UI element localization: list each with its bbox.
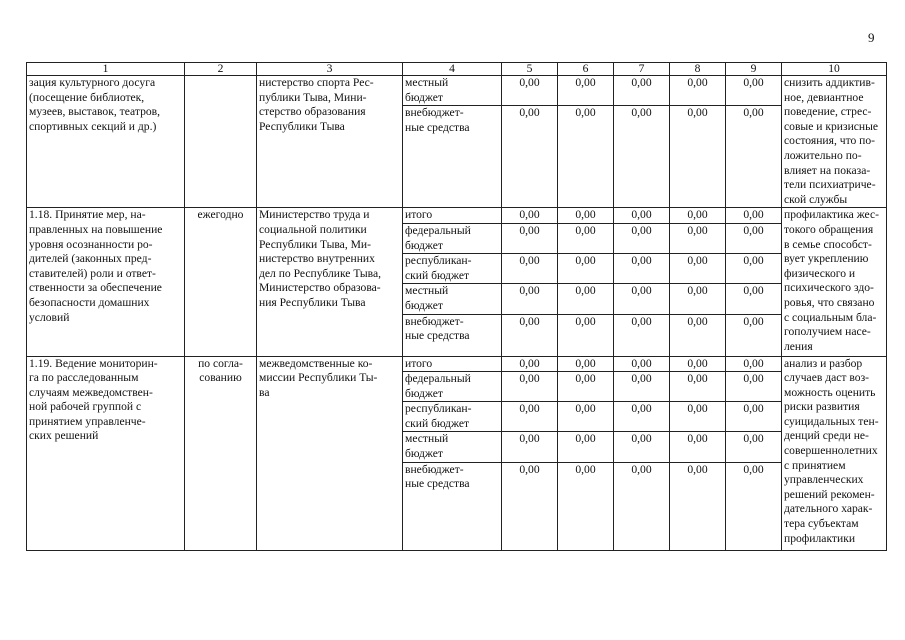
value-cell: 0,00 <box>614 432 670 462</box>
value-cell: 0,00 <box>726 106 782 208</box>
result-cell: анализ и разбор случаев даст воз- можность оценить риски развития суицидальных тен- денций среди не- совершеннолетних с принятием управленческих решений рекомен- дательного харак- тера субъектам профилактики <box>782 356 887 550</box>
value-cell: 0,00 <box>614 254 670 284</box>
value-cell: 0,00 <box>558 402 614 432</box>
value-cell: 0,00 <box>558 223 614 253</box>
header-cell: 1 <box>27 63 185 76</box>
value-cell: 0,00 <box>502 76 558 106</box>
value-cell: 0,00 <box>670 223 726 253</box>
value-cell: 0,00 <box>670 106 726 208</box>
value-cell: 0,00 <box>726 254 782 284</box>
funding-source-cell: федеральный бюджет <box>403 223 502 253</box>
measure-cell: зация культурного досуга (посещение библиотек, музеев, выставок, театров, спортивных секций и др.) <box>27 76 185 208</box>
value-cell: 0,00 <box>614 402 670 432</box>
value-cell: 0,00 <box>726 462 782 550</box>
value-cell: 0,00 <box>670 402 726 432</box>
value-cell: 0,00 <box>502 462 558 550</box>
value-cell: 0,00 <box>558 208 614 224</box>
header-cell: 3 <box>257 63 403 76</box>
value-cell: 0,00 <box>726 372 782 402</box>
page-number: 9 <box>868 30 875 45</box>
value-cell: 0,00 <box>502 106 558 208</box>
value-cell: 0,00 <box>558 372 614 402</box>
value-cell: 0,00 <box>726 356 782 372</box>
value-cell: 0,00 <box>558 314 614 356</box>
measures-table <box>26 62 887 551</box>
value-cell: 0,00 <box>614 372 670 402</box>
header-cell: 9 <box>726 63 782 76</box>
result-cell: профилактика жес- токого обращения в семье способст- вует укреплению физического и психического здо- ровья, что связано с социальным бла- гополучием насе- ления <box>782 208 887 356</box>
value-cell: 0,00 <box>502 208 558 224</box>
value-cell: 0,00 <box>726 402 782 432</box>
value-cell: 0,00 <box>502 402 558 432</box>
funding-source-cell: местный бюджет <box>403 284 502 314</box>
value-cell: 0,00 <box>558 432 614 462</box>
funding-source-cell: внебюджет- ные средства <box>403 462 502 550</box>
value-cell: 0,00 <box>502 372 558 402</box>
term-cell: по согла- сованию <box>185 356 257 550</box>
header-cell: 5 <box>502 63 558 76</box>
value-cell: 0,00 <box>502 284 558 314</box>
header-cell: 10 <box>782 63 887 76</box>
value-cell: 0,00 <box>614 106 670 208</box>
value-cell: 0,00 <box>558 356 614 372</box>
value-cell: 0,00 <box>558 284 614 314</box>
term-cell <box>185 76 257 208</box>
table-row <box>27 208 887 224</box>
funding-source-cell: федеральный бюджет <box>403 372 502 402</box>
value-cell: 0,00 <box>726 432 782 462</box>
measure-cell: 1.19. Ведение мониторин- га по расследованным случаям межведомствен- ной рабочей группой с принятием управленче- ских решений <box>27 356 185 550</box>
header-cell: 7 <box>614 63 670 76</box>
value-cell: 0,00 <box>670 314 726 356</box>
funding-source-cell: республикан- ский бюджет <box>403 402 502 432</box>
result-cell: снизить аддиктив- ное, девиантное поведение, стрес- совые и кризисные состояния, что по- ложительно по- влияет на показа- тели психиатриче- ской службы <box>782 76 887 208</box>
value-cell: 0,00 <box>614 314 670 356</box>
value-cell: 0,00 <box>558 76 614 106</box>
value-cell: 0,00 <box>558 462 614 550</box>
funding-source-cell: местный бюджет <box>403 432 502 462</box>
value-cell: 0,00 <box>502 356 558 372</box>
value-cell: 0,00 <box>670 76 726 106</box>
funding-source-cell: внебюджет- ные средства <box>403 106 502 208</box>
header-cell: 6 <box>558 63 614 76</box>
value-cell: 0,00 <box>726 76 782 106</box>
value-cell: 0,00 <box>614 76 670 106</box>
value-cell: 0,00 <box>558 106 614 208</box>
term-cell: ежегодно <box>185 208 257 356</box>
value-cell: 0,00 <box>670 284 726 314</box>
value-cell: 0,00 <box>614 462 670 550</box>
measure-cell: 1.18. Принятие мер, на- правленных на повышение уровня осознанности ро- дителей (законных пред- ставителей) роли и ответ- ственности за обеспечение безопасности домашних условий <box>27 208 185 356</box>
header-cell: 8 <box>670 63 726 76</box>
value-cell: 0,00 <box>558 254 614 284</box>
value-cell: 0,00 <box>614 208 670 224</box>
executor-cell: межведомственные ко- миссии Республики Ты- ва <box>257 356 403 550</box>
value-cell: 0,00 <box>726 284 782 314</box>
funding-source-cell: итого <box>403 208 502 224</box>
executor-cell: нистерство спорта Рес- публики Тыва, Мини- стерство образования Республики Тыва <box>257 76 403 208</box>
value-cell: 0,00 <box>502 254 558 284</box>
funding-source-cell: итого <box>403 356 502 372</box>
value-cell: 0,00 <box>502 432 558 462</box>
header-cell: 2 <box>185 63 257 76</box>
value-cell: 0,00 <box>502 314 558 356</box>
value-cell: 0,00 <box>614 223 670 253</box>
header-row <box>27 63 887 76</box>
table-row <box>27 76 887 106</box>
value-cell: 0,00 <box>614 284 670 314</box>
header-cell: 4 <box>403 63 502 76</box>
value-cell: 0,00 <box>670 254 726 284</box>
funding-source-cell: внебюджет- ные средства <box>403 314 502 356</box>
funding-source-cell: местный бюджет <box>403 76 502 106</box>
value-cell: 0,00 <box>726 223 782 253</box>
value-cell: 0,00 <box>670 208 726 224</box>
value-cell: 0,00 <box>670 432 726 462</box>
funding-source-cell: республикан- ский бюджет <box>403 254 502 284</box>
value-cell: 0,00 <box>670 356 726 372</box>
value-cell: 0,00 <box>670 372 726 402</box>
table-row <box>27 356 887 372</box>
value-cell: 0,00 <box>502 223 558 253</box>
value-cell: 0,00 <box>614 356 670 372</box>
value-cell: 0,00 <box>726 208 782 224</box>
value-cell: 0,00 <box>726 314 782 356</box>
value-cell: 0,00 <box>670 462 726 550</box>
executor-cell: Министерство труда и социальной политики Республики Тыва, Ми- нистерство внутренних дел по Республике Тыва, Министерство образова- ния Республики Тыва <box>257 208 403 356</box>
